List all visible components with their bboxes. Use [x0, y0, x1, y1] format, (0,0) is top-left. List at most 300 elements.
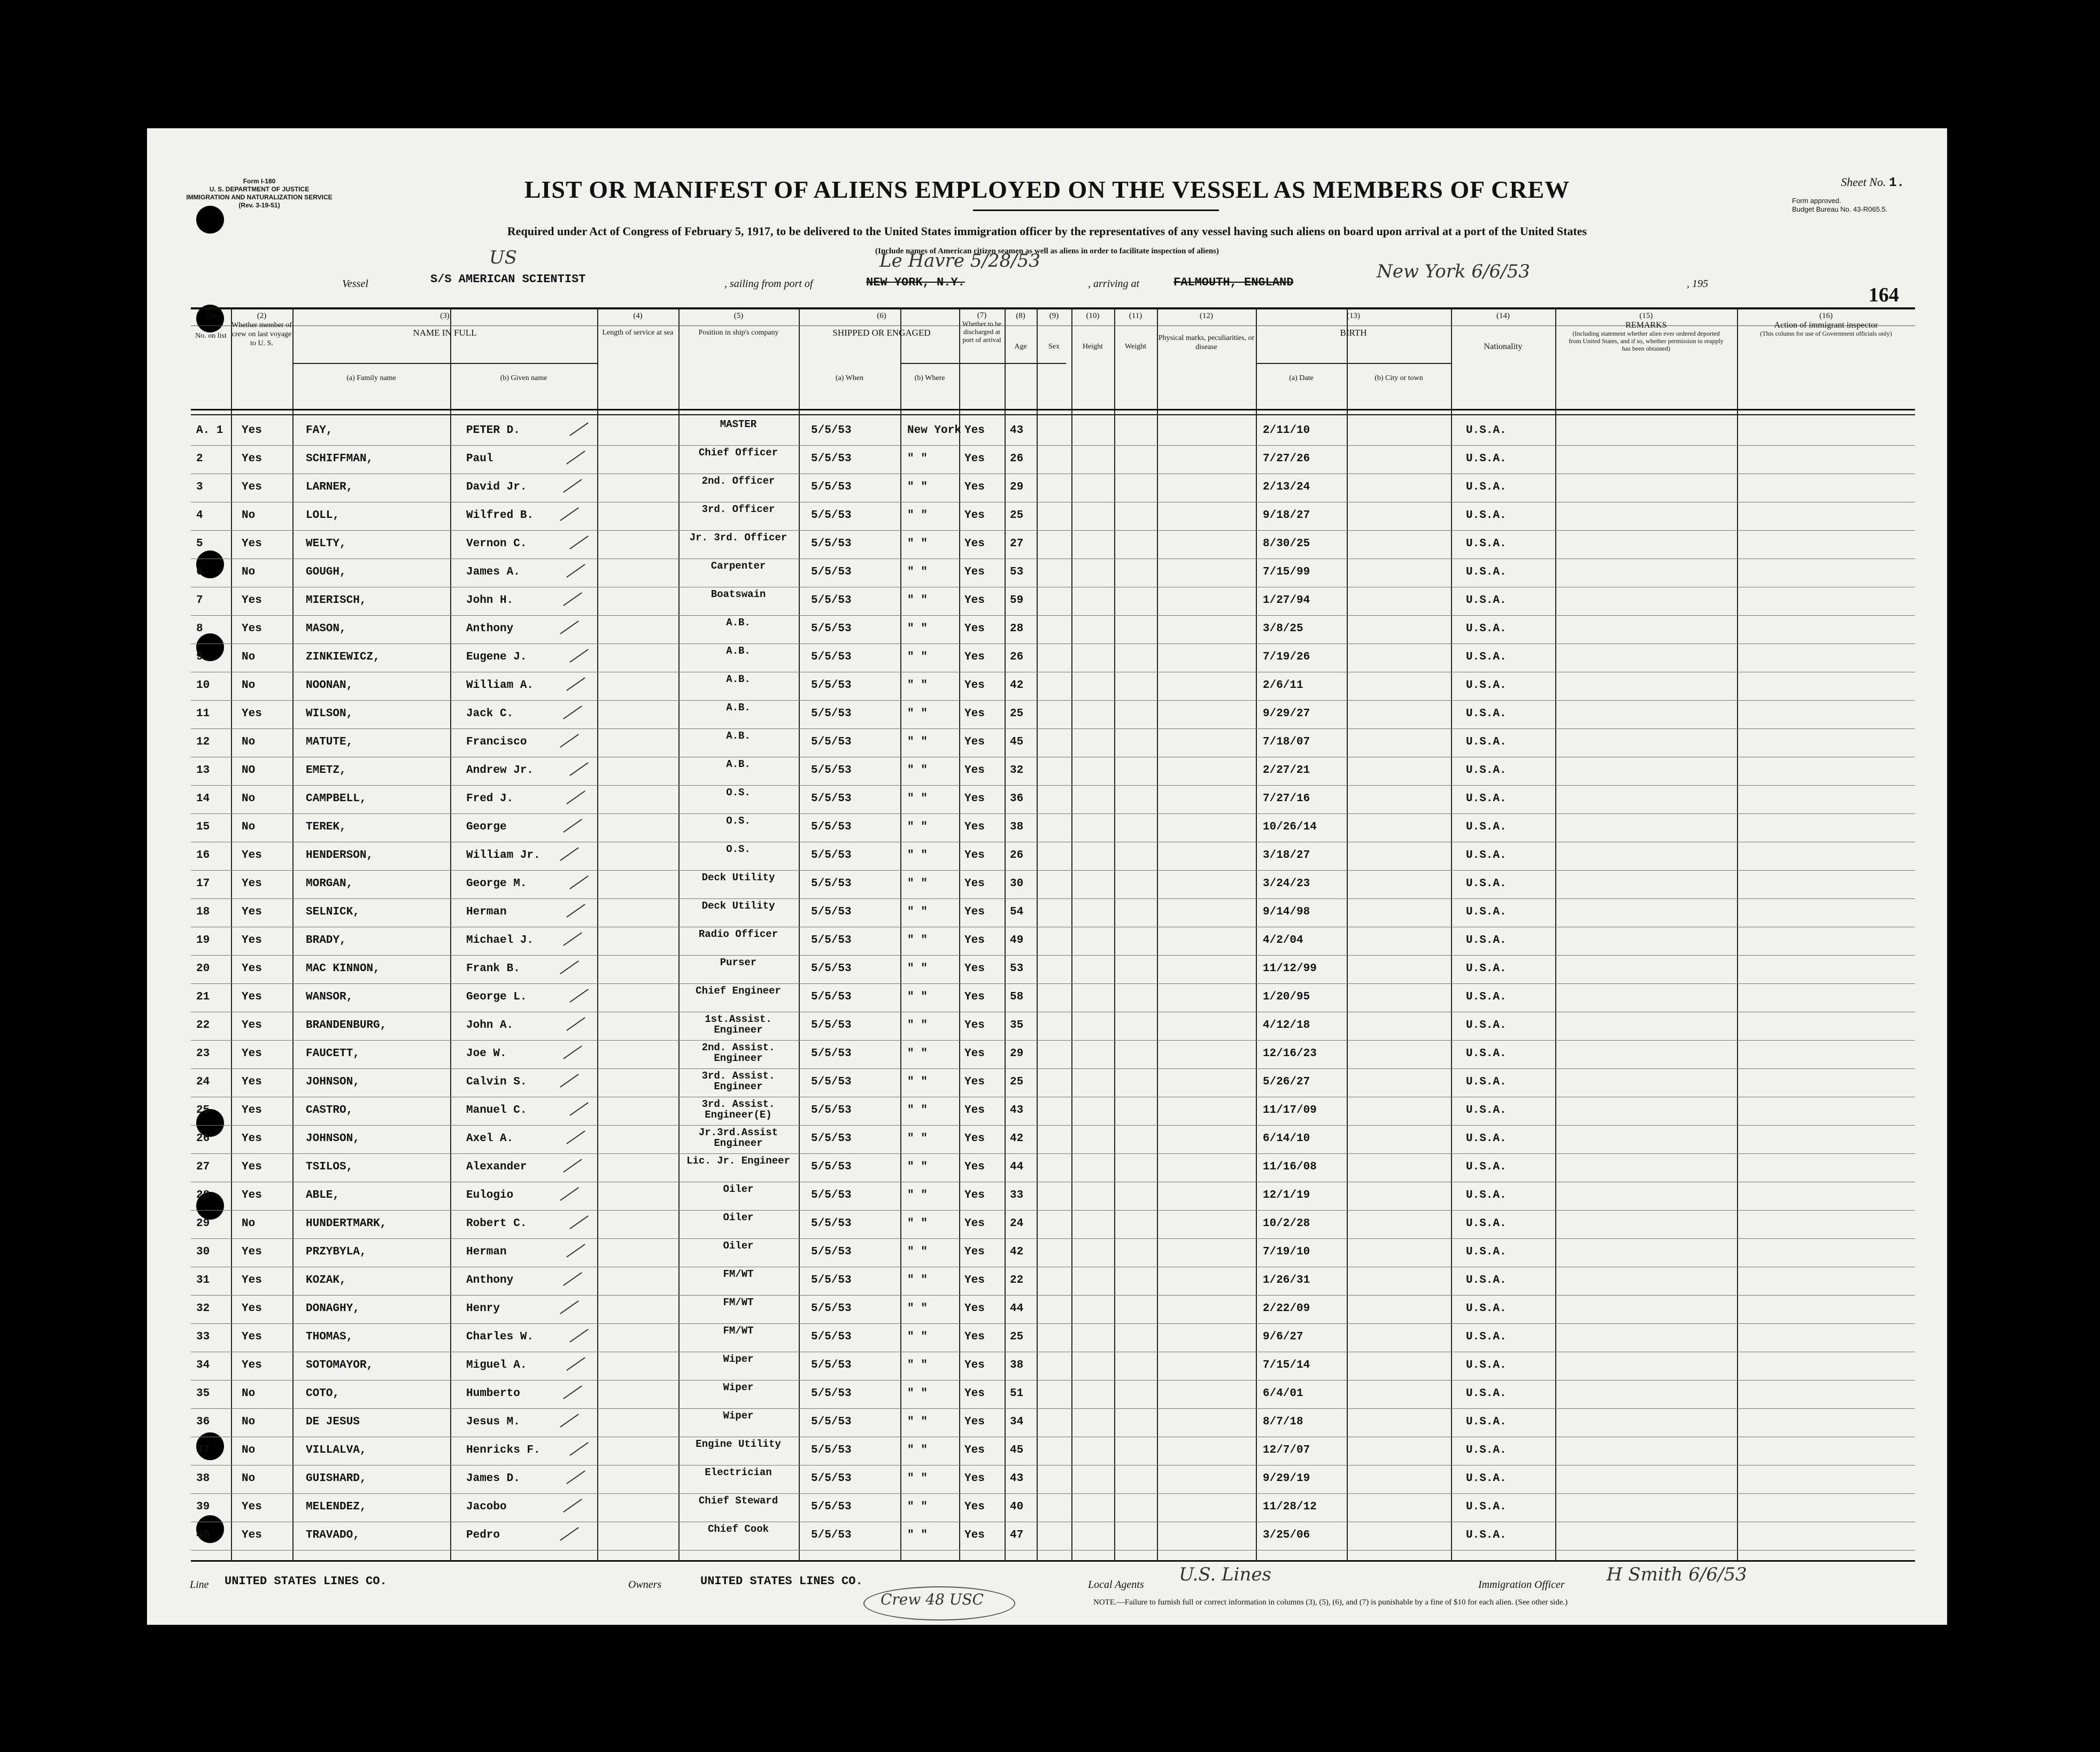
cell-where: " ": [907, 1133, 928, 1145]
check-mark: [563, 592, 582, 606]
header-shipped: (6) SHIPPED OR ENGAGED: [832, 312, 931, 338]
cell-position: Deck Utility: [701, 872, 775, 883]
cell-age: 42: [1010, 679, 1024, 692]
cell-no: 5: [196, 538, 203, 550]
table-row: [191, 1267, 1915, 1296]
cell-position: Jr. 3rd. Officer: [689, 532, 788, 544]
cell-age: 59: [1010, 594, 1024, 607]
table-row: [191, 1068, 1915, 1097]
cell-where: " ": [907, 991, 928, 1003]
cell-nationality: U.S.A.: [1466, 1472, 1507, 1485]
table-row: [191, 1125, 1915, 1154]
check-mark: [566, 904, 585, 918]
check-mark: [563, 1499, 582, 1513]
cell-where: " ": [907, 708, 928, 720]
cell-discharge: Yes: [964, 736, 985, 748]
cell-position: A.B.: [726, 645, 751, 657]
cell-position: 3rd. Officer: [701, 503, 775, 515]
cell-no: 31: [196, 1274, 210, 1286]
cell-family-name: VILLALVA,: [306, 1444, 367, 1456]
arriving-typed: FALMOUTH, ENGLAND: [1173, 276, 1294, 289]
cell-where: " ": [907, 509, 928, 522]
cell-position: 3rd. Assist. Engineer: [701, 1070, 775, 1092]
cell-discharge: Yes: [964, 1387, 985, 1400]
check-mark: [566, 564, 585, 578]
cell-nationality: U.S.A.: [1466, 1303, 1507, 1315]
header-birth-date: (a) Date: [1289, 374, 1314, 382]
cell-birth-date: 7/15/99: [1263, 566, 1310, 578]
sailing-label: , sailing from port of: [724, 278, 813, 290]
cell-age: 43: [1010, 1104, 1024, 1117]
check-mark: [563, 1272, 582, 1286]
cell-where: " ": [907, 1359, 928, 1371]
header-when: (a) When: [835, 374, 864, 382]
table-row: [191, 1012, 1915, 1041]
table-row: [191, 842, 1915, 871]
cell-position: Engine Utility: [696, 1438, 781, 1450]
cell-no: 6: [196, 566, 203, 578]
cell-when: 5/5/53: [811, 566, 852, 578]
table-row: [191, 1153, 1915, 1182]
service: IMMIGRATION AND NATURALIZATION SERVICE: [186, 193, 333, 201]
budget-line2: Budget Bureau No. 43-R065.5.: [1792, 205, 1888, 213]
cell-discharge: Yes: [964, 481, 985, 493]
cell-last-voyage: Yes: [242, 1501, 262, 1513]
cell-discharge: Yes: [964, 1444, 985, 1456]
cell-given-name: Charles W.: [466, 1331, 534, 1343]
cell-when: 5/5/53: [811, 793, 852, 805]
cell-when: 5/5/53: [811, 1104, 852, 1117]
cell-birth-date: 3/24/23: [1263, 878, 1310, 890]
cell-last-voyage: Yes: [242, 1048, 262, 1060]
cell-nationality: U.S.A.: [1466, 736, 1507, 748]
cell-position: 1st.Assist. Engineer: [705, 1013, 772, 1036]
cell-when: 5/5/53: [811, 821, 852, 833]
cell-last-voyage: Yes: [242, 906, 262, 918]
header-length-service: (4) Length of service at sea: [602, 312, 674, 337]
cell-no: 12: [196, 736, 210, 748]
cell-discharge: Yes: [964, 963, 985, 975]
cell-when: 5/5/53: [811, 1133, 852, 1145]
check-mark: [560, 1187, 579, 1201]
cell-when: 5/5/53: [811, 679, 852, 692]
cell-age: 28: [1010, 623, 1024, 635]
cell-age: 42: [1010, 1133, 1024, 1145]
cell-discharge: Yes: [964, 453, 985, 465]
cell-nationality: U.S.A.: [1466, 481, 1507, 493]
cell-discharge: Yes: [964, 849, 985, 862]
cell-birth-date: 6/14/10: [1263, 1133, 1310, 1145]
vessel-label: Vessel: [342, 278, 368, 290]
cell-given-name: Henricks F.: [466, 1444, 541, 1456]
check-mark: [563, 706, 582, 719]
cell-when: 5/5/53: [811, 1246, 852, 1258]
cell-given-name: Vernon C.: [466, 538, 527, 550]
cell-where: " ": [907, 1529, 928, 1541]
cell-birth-date: 2/22/09: [1263, 1303, 1310, 1315]
table-row: [191, 757, 1915, 786]
cell-family-name: NOONAN,: [306, 679, 353, 692]
check-mark: [569, 1215, 589, 1229]
cell-given-name: John H.: [466, 594, 514, 607]
table-row: [191, 813, 1915, 842]
cell-no: 35: [196, 1387, 210, 1400]
table-row: [191, 983, 1915, 1012]
cell-last-voyage: Yes: [242, 1331, 262, 1343]
owners-label: Owners: [628, 1579, 662, 1591]
cell-family-name: JOHNSON,: [306, 1133, 360, 1145]
cell-last-voyage: No: [242, 793, 256, 805]
cell-last-voyage: No: [242, 1472, 256, 1485]
cell-birth-date: 5/26/27: [1263, 1076, 1310, 1088]
cell-nationality: U.S.A.: [1466, 963, 1507, 975]
cell-age: 32: [1010, 764, 1024, 777]
cell-where: " ": [907, 963, 928, 975]
cell-position: Chief Officer: [698, 447, 778, 459]
table-row: [191, 1097, 1915, 1126]
owners-value: UNITED STATES LINES CO.: [700, 1575, 863, 1588]
header-bottom-rule: [191, 414, 1915, 415]
cell-nationality: U.S.A.: [1466, 424, 1507, 437]
cell-discharge: Yes: [964, 566, 985, 578]
cell-given-name: James D.: [466, 1472, 520, 1485]
cell-given-name: PETER D.: [466, 424, 520, 437]
cell-where: " ": [907, 1416, 928, 1428]
cell-when: 5/5/53: [811, 1444, 852, 1456]
check-mark: [566, 1017, 585, 1031]
cell-birth-date: 9/6/27: [1263, 1331, 1303, 1343]
cell-position: Boatswain: [711, 588, 766, 600]
cell-nationality: U.S.A.: [1466, 1416, 1507, 1428]
cell-last-voyage: No: [242, 736, 256, 748]
cell-family-name: PRZYBYLA,: [306, 1246, 367, 1258]
cell-discharge: Yes: [964, 1161, 985, 1173]
cell-where: " ": [907, 1218, 928, 1230]
cell-family-name: GUISHARD,: [306, 1472, 367, 1485]
cell-given-name: James A.: [466, 566, 520, 578]
cell-when: 5/5/53: [811, 1076, 852, 1088]
cell-where: " ": [907, 566, 928, 578]
cell-position: Electrician: [705, 1467, 772, 1478]
table-row: [191, 1437, 1915, 1466]
cell-family-name: FAUCETT,: [306, 1048, 360, 1060]
cell-position: Chief Engineer: [696, 985, 781, 997]
cell-no: 20: [196, 963, 210, 975]
revision: (Rev. 3-19-51): [238, 201, 280, 209]
cell-nationality: U.S.A.: [1466, 1189, 1507, 1201]
check-mark: [560, 507, 579, 521]
cell-given-name: Manuel C.: [466, 1104, 527, 1117]
cell-discharge: Yes: [964, 821, 985, 833]
cell-no: 38: [196, 1472, 210, 1485]
table-row: [191, 587, 1915, 616]
cell-discharge: Yes: [964, 538, 985, 550]
cell-last-voyage: Yes: [242, 453, 262, 465]
cell-nationality: U.S.A.: [1466, 764, 1507, 777]
cell-given-name: William A.: [466, 679, 534, 692]
cell-given-name: Robert C.: [466, 1218, 527, 1230]
cell-nationality: U.S.A.: [1466, 1048, 1507, 1060]
cell-no: 39: [196, 1501, 210, 1513]
cell-given-name: John A.: [466, 1019, 514, 1032]
cell-position: O.S.: [726, 787, 751, 799]
arriving-hand: New York 6/6/53: [1377, 261, 1530, 282]
cell-nationality: U.S.A.: [1466, 708, 1507, 720]
cell-position: Chief Steward: [698, 1495, 778, 1507]
cell-given-name: Fred J.: [466, 793, 514, 805]
cell-nationality: U.S.A.: [1466, 878, 1507, 890]
cell-last-voyage: Yes: [242, 1359, 262, 1371]
cell-family-name: FAY,: [306, 424, 333, 437]
cell-when: 5/5/53: [811, 878, 852, 890]
cell-age: 43: [1010, 1472, 1024, 1485]
cell-age: 38: [1010, 821, 1024, 833]
cell-birth-date: 10/26/14: [1263, 821, 1317, 833]
cell-discharge: Yes: [964, 1416, 985, 1428]
cell-given-name: Eulogio: [466, 1189, 514, 1201]
cell-when: 5/5/53: [811, 1274, 852, 1286]
cell-where: " ": [907, 1048, 928, 1060]
crew-count-hand: Crew 48 USC: [881, 1591, 984, 1608]
check-mark: [563, 819, 582, 833]
check-mark: [566, 1357, 585, 1371]
sailing-hand: Le Havre 5/28/53: [879, 250, 1040, 272]
cell-no: 27: [196, 1161, 210, 1173]
cell-when: 5/5/53: [811, 764, 852, 777]
check-mark: [563, 479, 582, 493]
table-row: [191, 1238, 1915, 1267]
cell-last-voyage: No: [242, 1416, 256, 1428]
cell-given-name: Henry: [466, 1303, 500, 1315]
cell-no: 21: [196, 991, 210, 1003]
cell-given-name: Herman: [466, 906, 507, 918]
cell-where: " ": [907, 736, 928, 748]
cell-last-voyage: No: [242, 651, 256, 663]
cell-last-voyage: Yes: [242, 623, 262, 635]
cell-birth-date: 1/26/31: [1263, 1274, 1310, 1286]
cell-birth-date: 6/4/01: [1263, 1387, 1303, 1400]
sheet-label: Sheet No.: [1841, 175, 1886, 189]
cell-given-name: Humberto: [466, 1387, 520, 1400]
table-row: [191, 1352, 1915, 1381]
cell-no: 37: [196, 1444, 210, 1456]
cell-given-name: Paul: [466, 453, 493, 465]
cell-age: 25: [1010, 1331, 1024, 1343]
cell-given-name: Axel A.: [466, 1133, 514, 1145]
table-row: [191, 785, 1915, 814]
cell-discharge: Yes: [964, 424, 985, 437]
vessel-name: S/S AMERICAN SCIENTIST: [430, 273, 586, 286]
cell-age: 51: [1010, 1387, 1024, 1400]
cell-when: 5/5/53: [811, 1331, 852, 1343]
cell-last-voyage: No: [242, 1444, 256, 1456]
table-row: [191, 1182, 1915, 1211]
cell-nationality: U.S.A.: [1466, 1133, 1507, 1145]
cell-where: " ": [907, 1246, 928, 1258]
cell-family-name: HUNDERTMARK,: [306, 1218, 387, 1230]
crew-table: [191, 307, 1915, 1562]
cell-given-name: David Jr.: [466, 481, 527, 493]
cell-last-voyage: Yes: [242, 849, 262, 862]
cell-family-name: COTO,: [306, 1387, 340, 1400]
cell-birth-date: 4/2/04: [1263, 934, 1303, 947]
cell-where: " ": [907, 764, 928, 777]
cell-given-name: Wilfred B.: [466, 509, 534, 522]
header-weight: (11) Weight: [1124, 312, 1147, 351]
cell-given-name: George: [466, 821, 507, 833]
table-row: [191, 672, 1915, 701]
form-number: Form I-180: [243, 177, 276, 185]
cell-discharge: Yes: [964, 594, 985, 607]
cell-no: 13: [196, 764, 210, 777]
cell-given-name: Miguel A.: [466, 1359, 527, 1371]
cell-where: " ": [907, 1161, 928, 1173]
cell-birth-date: 7/18/07: [1263, 736, 1310, 748]
table-row: [191, 1465, 1915, 1494]
table-row: [191, 417, 1915, 446]
check-mark: [560, 1300, 579, 1314]
cell-nationality: U.S.A.: [1466, 1104, 1507, 1117]
cell-nationality: U.S.A.: [1466, 594, 1507, 607]
cell-given-name: Jack C.: [466, 708, 514, 720]
cell-nationality: U.S.A.: [1466, 821, 1507, 833]
cell-where: " ": [907, 453, 928, 465]
cell-position: Wiper: [723, 1410, 754, 1422]
cell-birth-date: 11/16/08: [1263, 1161, 1317, 1173]
cell-birth-date: 7/27/26: [1263, 453, 1310, 465]
cell-birth-date: 8/7/18: [1263, 1416, 1303, 1428]
cell-birth-date: 12/7/07: [1263, 1444, 1310, 1456]
cell-where: " ": [907, 1303, 928, 1315]
cell-discharge: Yes: [964, 906, 985, 918]
cell-birth-date: 7/19/26: [1263, 651, 1310, 663]
cell-age: 49: [1010, 934, 1024, 947]
cell-given-name: George M.: [466, 878, 527, 890]
cell-family-name: SELNICK,: [306, 906, 360, 918]
cell-when: 5/5/53: [811, 1359, 852, 1371]
cell-age: 29: [1010, 1048, 1024, 1060]
cell-last-voyage: No: [242, 566, 256, 578]
cell-nationality: U.S.A.: [1466, 1246, 1507, 1258]
cell-age: 42: [1010, 1246, 1024, 1258]
check-mark: [569, 1102, 589, 1116]
cell-nationality: U.S.A.: [1466, 934, 1507, 947]
check-mark: [569, 1329, 589, 1343]
cell-family-name: SOTOMAYOR,: [306, 1359, 374, 1371]
cell-no: A. 1: [196, 424, 223, 437]
cell-age: 25: [1010, 509, 1024, 522]
check-mark: [560, 621, 579, 634]
cell-where: " ": [907, 821, 928, 833]
cell-discharge: Yes: [964, 1359, 985, 1371]
cell-discharge: Yes: [964, 708, 985, 720]
header-inspector: (16) Action of immigrant inspector (This column for use of Government officials only): [1760, 312, 1892, 337]
cell-where: " ": [907, 1501, 928, 1513]
cell-birth-date: 2/6/11: [1263, 679, 1303, 692]
cell-no: 32: [196, 1303, 210, 1315]
cell-position: Wiper: [723, 1353, 754, 1365]
cell-nationality: U.S.A.: [1466, 1274, 1507, 1286]
cell-nationality: U.S.A.: [1466, 1019, 1507, 1032]
cell-age: 33: [1010, 1189, 1024, 1201]
cell-no: 34: [196, 1359, 210, 1371]
cell-discharge: Yes: [964, 1501, 985, 1513]
birth-subrule: [1256, 363, 1451, 364]
cell-nationality: U.S.A.: [1466, 1076, 1507, 1088]
cell-no: 24: [196, 1076, 210, 1088]
cell-given-name: Alexander: [466, 1161, 527, 1173]
cell-nationality: U.S.A.: [1466, 679, 1507, 692]
check-mark: [569, 762, 589, 776]
table-row: [191, 870, 1915, 899]
cell-where: " ": [907, 1444, 928, 1456]
cell-family-name: WELTY,: [306, 538, 346, 550]
check-mark: [563, 1385, 582, 1399]
cell-where: " ": [907, 793, 928, 805]
cell-discharge: Yes: [964, 934, 985, 947]
cell-last-voyage: Yes: [242, 708, 262, 720]
cell-birth-date: 4/12/18: [1263, 1019, 1310, 1032]
cell-when: 5/5/53: [811, 1501, 852, 1513]
cell-family-name: EMETZ,: [306, 764, 346, 777]
cell-last-voyage: Yes: [242, 1076, 262, 1088]
cell-age: 34: [1010, 1416, 1024, 1428]
crew-count-circle: [863, 1586, 1015, 1621]
header-discharge: (7) Whether to be discharged at port of arrival: [962, 311, 1002, 344]
cell-family-name: TSILOS,: [306, 1161, 353, 1173]
check-mark: [560, 734, 579, 748]
cell-where: New York: [907, 424, 961, 437]
title-underline: [973, 210, 1219, 211]
cell-birth-date: 11/17/09: [1263, 1104, 1317, 1117]
table-row: [191, 728, 1915, 757]
cell-birth-date: 9/18/27: [1263, 509, 1310, 522]
header-family-name: (a) Family name: [346, 374, 396, 382]
footer-note: NOTE.—Failure to furnish full or correct information in columns (3), (5), (6), and (7) is punishable by a fine of $10 for each alien. (See other side.): [1093, 1598, 1568, 1607]
cell-age: 47: [1010, 1529, 1024, 1541]
check-mark: [566, 790, 585, 804]
cell-birth-date: 9/14/98: [1263, 906, 1310, 918]
subnote: (Include names of American citizen seamen as well as aliens in order to facilitate inspection of aliens): [875, 247, 1219, 255]
table-row: [191, 559, 1915, 587]
header-no: (1) No. on list: [195, 312, 227, 340]
cell-birth-date: 3/25/06: [1263, 1529, 1310, 1541]
cell-no: 17: [196, 878, 210, 890]
cell-where: " ": [907, 878, 928, 890]
cell-where: " ": [907, 651, 928, 663]
cell-family-name: GOUGH,: [306, 566, 346, 578]
cell-last-voyage: Yes: [242, 991, 262, 1003]
cell-nationality: U.S.A.: [1466, 906, 1507, 918]
officer-hand: H Smith 6/6/53: [1607, 1564, 1747, 1585]
sheet-value: 1.: [1889, 176, 1904, 190]
cell-position: A.B.: [726, 758, 751, 770]
cell-nationality: U.S.A.: [1466, 991, 1507, 1003]
cell-discharge: Yes: [964, 1133, 985, 1145]
check-mark: [566, 1130, 585, 1144]
cell-no: 28: [196, 1189, 210, 1201]
cell-no: 33: [196, 1331, 210, 1343]
table-row: [191, 898, 1915, 927]
cell-nationality: U.S.A.: [1466, 793, 1507, 805]
cell-no: 10: [196, 679, 210, 692]
check-mark: [569, 536, 589, 549]
cell-family-name: LARNER,: [306, 481, 353, 493]
cell-birth-date: 11/12/99: [1263, 963, 1317, 975]
cell-when: 5/5/53: [811, 708, 852, 720]
cell-age: 44: [1010, 1303, 1024, 1315]
header-position: (5) Position in ship's company: [698, 312, 779, 337]
